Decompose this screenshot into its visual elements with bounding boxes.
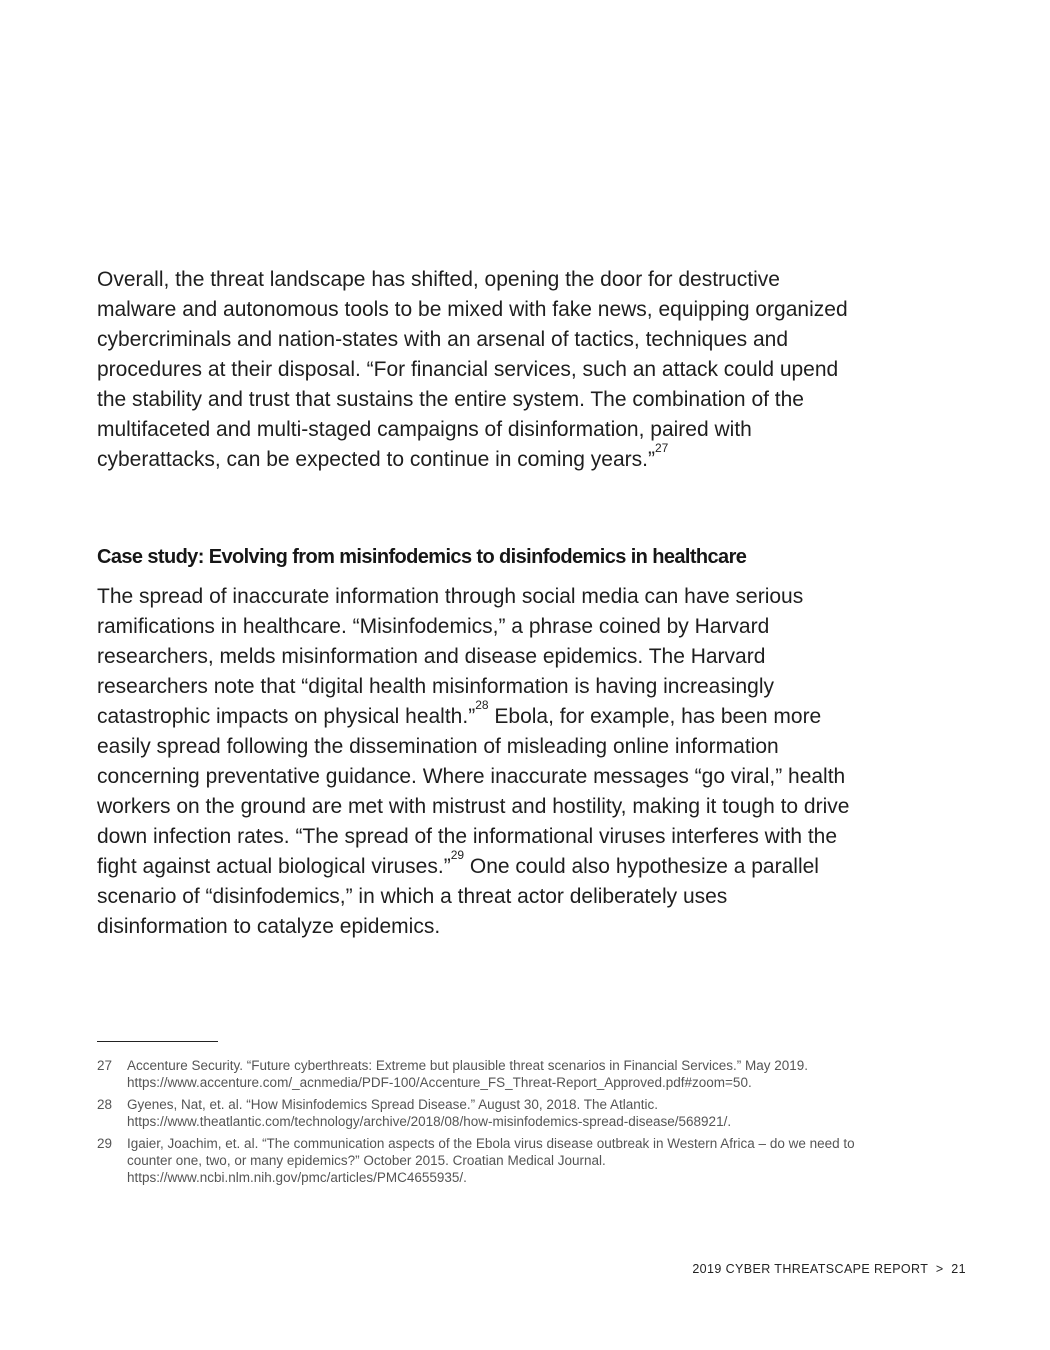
case-study-heading: Case study: Evolving from misinfodemics to disinfodemics in healthcare	[97, 546, 747, 568]
footnote-number: 28	[97, 1097, 113, 1112]
body-paragraph-2	[97, 582, 857, 942]
paragraph-1-text: Overall, the threat landscape has shifted, opening the door for destructive malware and autonomous tools to be mixed with fake news, equipping organized cybercriminals and nation-states with an arsenal of tactics, techniques and procedures at their disposal. “For financial services, such an attack could upend the stability and trust that sustains the entire system. The combination of the multifaceted and multi-staged campaigns of disinformation, paired with cyberattacks, can be expected to continue in coming years.”	[97, 268, 848, 471]
footer-report-title: 2019 CYBER THREATSCAPE REPORT	[692, 1262, 929, 1276]
paragraph-2-text-a: The spread of inaccurate information through social media can have serious ramifications in healthcare. “Misinfodemics,” a phrase coined by Harvard researchers, melds misinformation and disease epidemics. The Harvard researchers note that “digital health misinformation is having increasingly catastrophic impacts on physical health.”	[97, 585, 804, 728]
paragraph-2-text-c: One could also hypothesize a parallel scenario of “disinfodemics,” in which a threat actor deliberately uses disinformation to catalyze epidemics.	[97, 855, 819, 938]
footnote-28	[97, 1096, 867, 1130]
footnote-ref-28[interactable]: 28	[475, 698, 489, 712]
footnote-number: 29	[97, 1136, 113, 1151]
footnote-29	[97, 1135, 867, 1186]
footnote-text: Gyenes, Nat, et. al. “How Misinfodemics Spread Disease.” August 30, 2018. The Atlantic. https://www.theatlantic.com/technology/archive/2018/08/how-misinfodemics-spread-disease/568921/.	[127, 1097, 732, 1129]
footnote-text: Igaier, Joachim, et. al. “The communication aspects of the Ebola virus disease outbreak in Western Africa – do we need to counter one, two, or many epidemics?” October 2015. Croatian Medical Journal. https://www.ncbi.nlm.nih.gov/pmc/articles/PMC4655935/.	[127, 1136, 855, 1185]
footnote-27	[97, 1057, 867, 1091]
page-number: 21	[951, 1262, 966, 1276]
body-paragraph-1	[97, 265, 857, 475]
footer-separator: >	[935, 1262, 944, 1276]
paragraph-2-text-b: Ebola, for example, has been more easily spread following the dissemination of misleading online information concerning preventative guidance. Where inaccurate messages “go viral,” health workers on the ground are met with mistrust and hostility, making it tough to drive down infection rates. “The spread of the informational viruses interferes with the fight against actual biological viruses.”	[97, 705, 850, 878]
footnote-number: 27	[97, 1058, 113, 1073]
footnote-text: Accenture Security. “Future cyberthreats: Extreme but plausible threat scenarios in Financial Services.” May 2019. https://www.accenture.com/_acnmedia/PDF-100/Accenture_FS_Threat-Report_Approved.pdf#zoom=50.	[127, 1058, 809, 1090]
footnotes-list	[97, 1057, 867, 1191]
footnote-ref-29[interactable]: 29	[450, 848, 465, 862]
footnote-divider	[97, 1041, 218, 1042]
page-footer	[692, 1262, 966, 1276]
footnote-ref-27[interactable]: 27	[654, 441, 669, 455]
